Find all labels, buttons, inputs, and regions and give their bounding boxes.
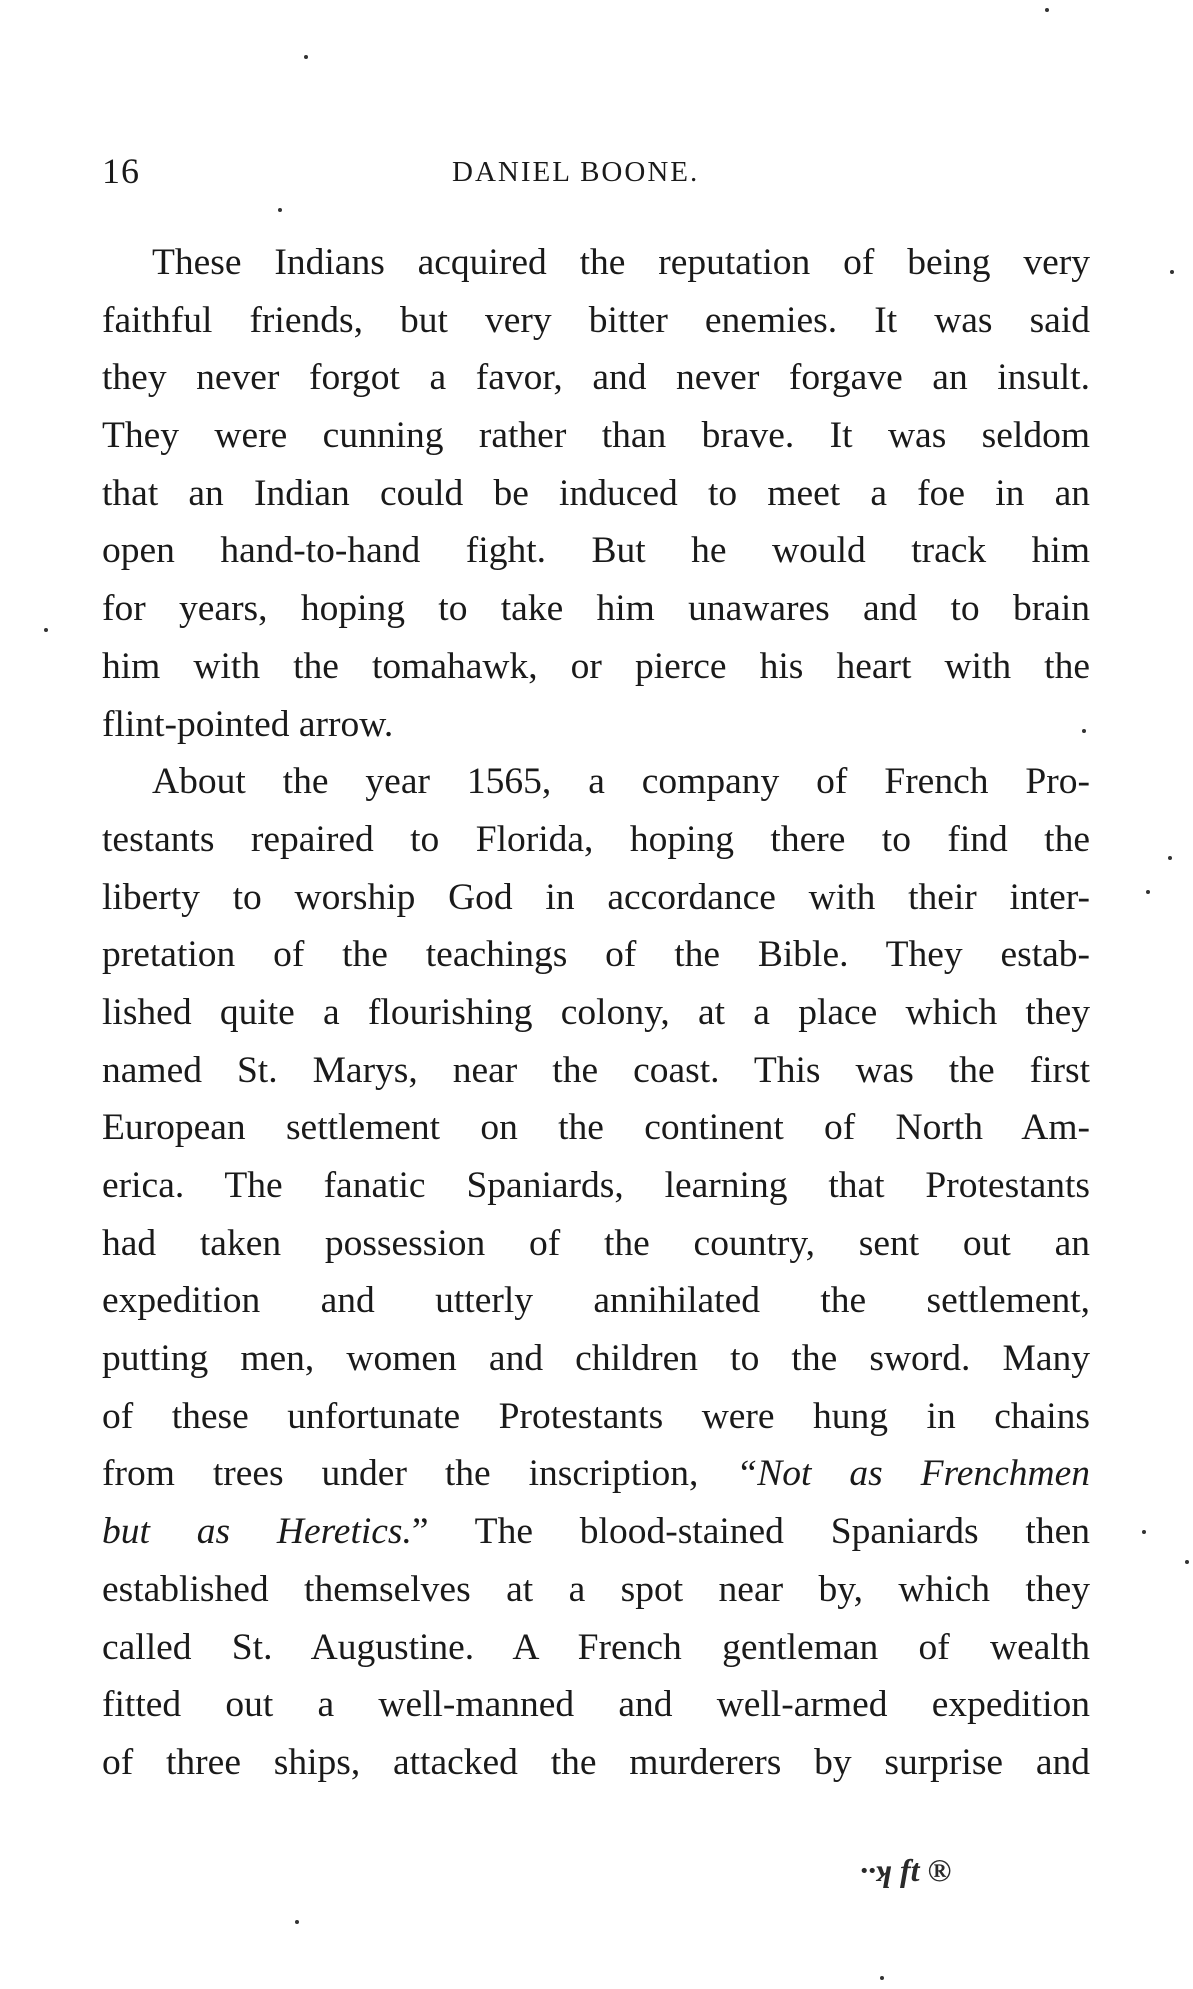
text-line: pretation of the teachings of the Bible. They estab- xyxy=(102,934,1090,976)
print-speck xyxy=(1185,1560,1189,1564)
text-line: fitted out a well-manned and well-armed expedition xyxy=(102,1684,1090,1726)
print-speck xyxy=(304,55,308,59)
print-speck xyxy=(1082,729,1086,733)
text-line: These Indians acquired the reputation of being very xyxy=(152,242,1090,283)
text-line: of three ships, attacked the murderers by surprise and xyxy=(102,1741,1090,1783)
text-line: for years, hoping to take him unawares and to brain xyxy=(102,588,1090,630)
text-line: About the year 1565, a company of French Pro- xyxy=(152,761,1090,803)
page-number: 16 xyxy=(102,151,140,191)
text-line: called St. Augustine. A French gentleman of wealth xyxy=(102,1626,1090,1668)
text-line: him with the tomahawk, or pierce his heart with the xyxy=(102,645,1090,687)
footer-mark: ··ʞ ft ® xyxy=(860,1852,952,1888)
text-line: liberty to worship God in accordance with their inter- xyxy=(102,876,1090,918)
text-line: They were cunning rather than brave. It was seldom xyxy=(102,415,1090,457)
text-line: erica. The fanatic Spaniards, learning that Protestants xyxy=(102,1165,1090,1206)
inscription-line-b xyxy=(102,1503,1090,1561)
print-speck xyxy=(1045,8,1049,12)
print-speck xyxy=(880,1976,884,1980)
print-speck xyxy=(278,208,282,212)
text-line: named St. Marys, near the coast. This was the first xyxy=(102,1049,1090,1091)
page-header xyxy=(102,150,1092,194)
running-head: DANIEL BOONE. xyxy=(452,156,700,188)
inscription-line-a xyxy=(102,1445,1090,1503)
print-speck xyxy=(1146,890,1150,894)
print-speck xyxy=(1168,856,1172,860)
print-speck xyxy=(1170,270,1174,274)
text-line: faithful friends, but very bitter enemies. It was said xyxy=(102,299,1090,341)
text-line: putting men, women and children to the sword. Many xyxy=(102,1338,1090,1380)
text-line: had taken possession of the country, sent out an xyxy=(102,1222,1090,1264)
text-line: flint-pointed arrow. xyxy=(102,703,394,745)
print-speck xyxy=(44,628,48,632)
text-line: lished quite a flourishing colony, at a place which they xyxy=(102,991,1090,1033)
text-line: from trees under the inscription, xyxy=(102,1453,737,1495)
text-line: ” The blood-stained Spaniards then xyxy=(411,1511,1090,1553)
print-speck xyxy=(295,1920,299,1924)
text-line: testants repaired to Florida, hoping there to find the xyxy=(102,818,1090,860)
text-line: open hand-to-hand fight. But he would track him xyxy=(102,530,1090,572)
inscription-italic: “Not as Frenchmen xyxy=(736,1453,1090,1495)
text-line: that an Indian could be induced to meet a foe in an xyxy=(102,472,1090,514)
print-speck xyxy=(1142,1530,1146,1534)
text-line: of these unfortunate Protestants were hung in chains xyxy=(102,1395,1090,1437)
text-line: expedition and utterly annihilated the settlement, xyxy=(102,1280,1090,1322)
text-line: established themselves at a spot near by, which they xyxy=(102,1568,1090,1610)
inscription-italic: but as Heretics. xyxy=(102,1511,412,1553)
text-line: they never forgot a favor, and never forgave an insult. xyxy=(102,357,1090,399)
body-text xyxy=(102,234,1090,1792)
text-line: European settlement on the continent of North Am- xyxy=(102,1107,1090,1149)
